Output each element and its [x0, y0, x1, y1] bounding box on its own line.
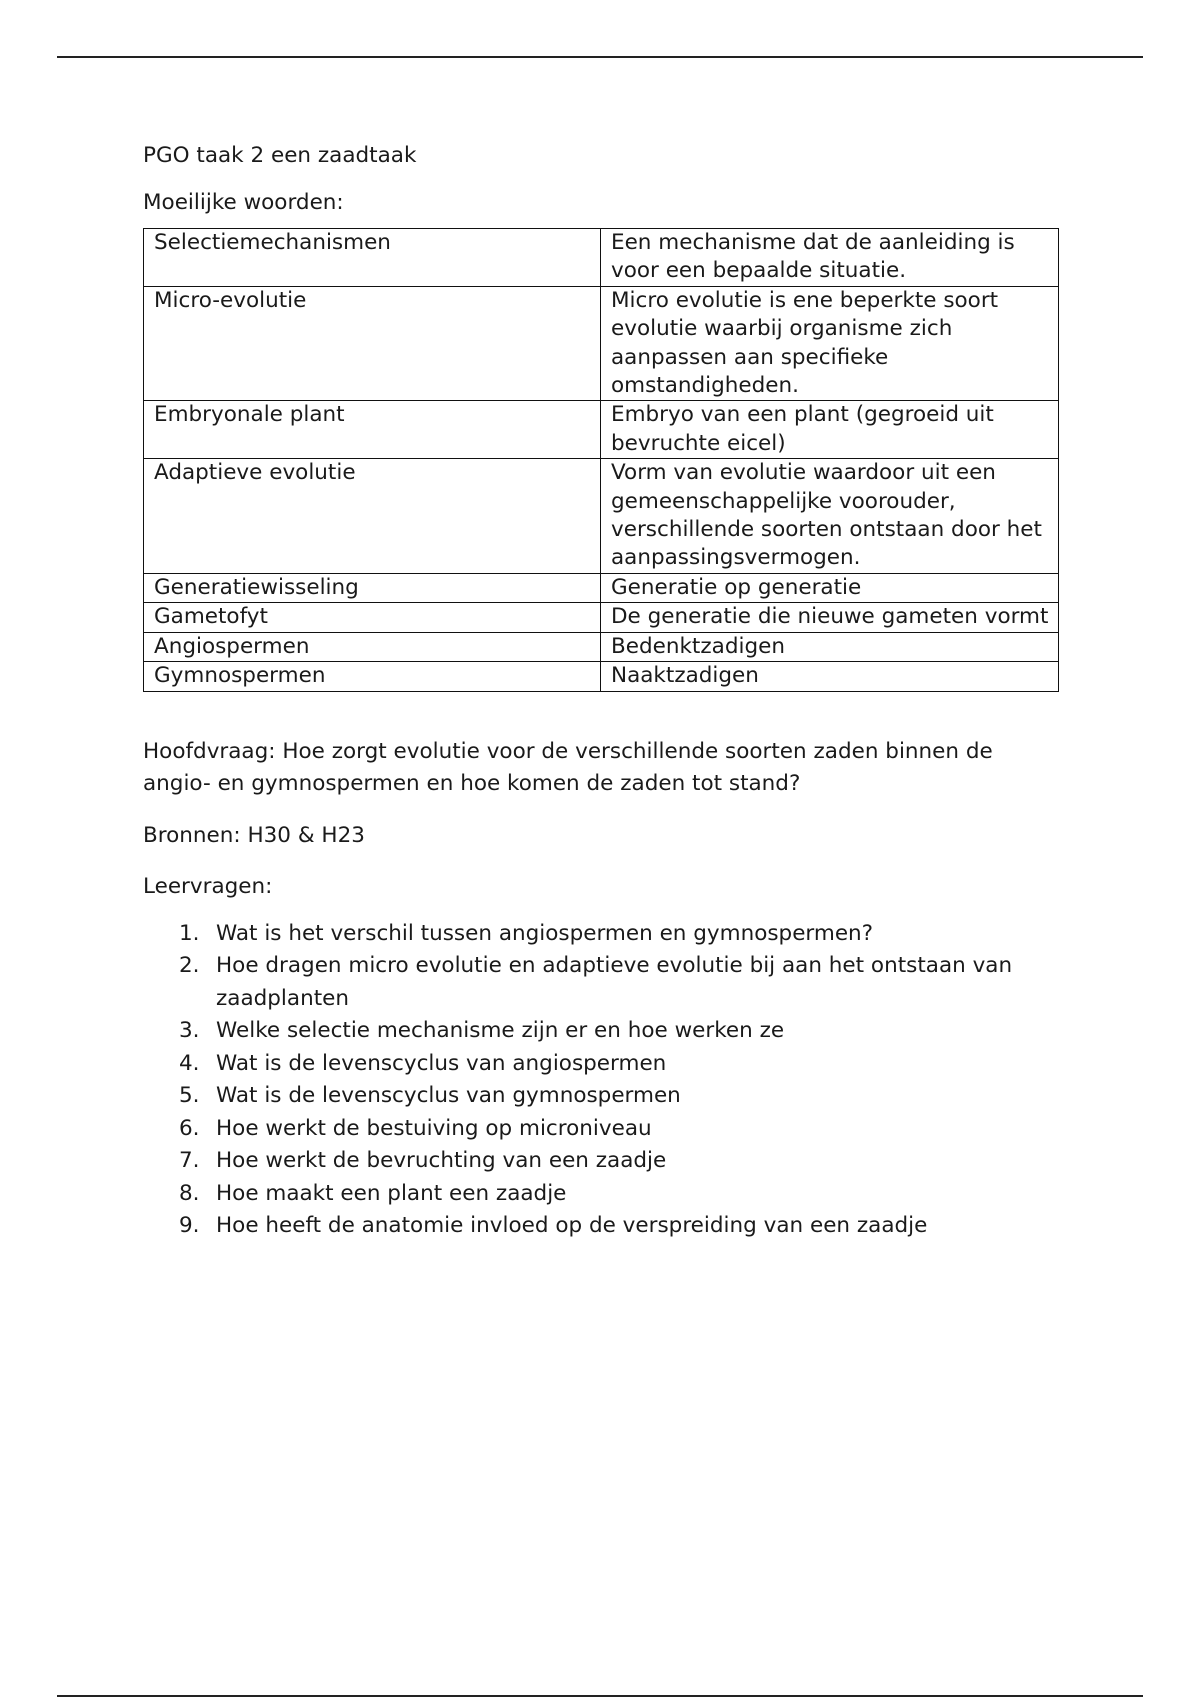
definition-cell: De generatie die nieuwe gameten vormt	[601, 603, 1059, 632]
table-row	[144, 229, 1059, 287]
main-question: Hoofdvraag: Hoe zorgt evolutie voor de verschillende soorten zaden binnen de angio- en gymnospermen en hoe komen de zaden tot stand?	[143, 738, 993, 796]
list-text: Hoe dragen micro evolutie en adaptieve evolutie bij aan het ontstaan van zaadplanten	[216, 953, 1013, 1011]
list-number: 9.	[179, 1213, 200, 1238]
list-item	[143, 1048, 1058, 1081]
definition-cell: Een mechanisme dat de aanleiding is voor een bepaalde situatie.	[601, 229, 1059, 287]
list-item	[143, 1145, 1058, 1178]
table-row	[144, 286, 1059, 401]
term-cell: Gymnospermen	[144, 662, 601, 691]
header-rule	[57, 56, 1143, 58]
table-row	[144, 459, 1059, 574]
list-number: 3.	[179, 1018, 200, 1043]
definition-cell: Embryo van een plant (gegroeid uit bevruchte eicel)	[601, 401, 1059, 459]
list-number: 6.	[179, 1115, 200, 1141]
list-number: 5.	[179, 1083, 200, 1108]
list-item	[143, 950, 1058, 1015]
list-text: Wat is de levenscyclus van gymnospermen	[216, 1083, 681, 1108]
term-cell: Embryonale plant	[144, 401, 601, 459]
questions-list	[143, 918, 1058, 1243]
questions-heading: Leervragen:	[143, 873, 273, 899]
list-item	[143, 1080, 1058, 1113]
document-body	[143, 140, 1058, 1243]
words-table	[143, 228, 1059, 692]
term-cell: Micro-evolutie	[144, 286, 601, 401]
table-row	[144, 401, 1059, 459]
term-cell: Gametofyt	[144, 603, 601, 632]
list-text: Hoe heeft de anatomie invloed op de verspreiding van een zaadje	[216, 1213, 928, 1238]
table-row	[144, 632, 1059, 661]
definition-cell: Vorm van evolutie waardoor uit een gemeenschappelijke voorouder, verschillende soorten ontstaan door het aanpassingsvermogen.	[601, 459, 1059, 574]
list-number: 7.	[179, 1148, 200, 1173]
list-number: 8.	[179, 1180, 200, 1206]
list-item	[143, 918, 1058, 951]
table-row	[144, 573, 1059, 602]
term-cell: Angiospermen	[144, 632, 601, 661]
list-text: Welke selectie mechanisme zijn er en hoe werken ze	[216, 1018, 785, 1043]
footer-rule	[57, 1695, 1143, 1697]
words-heading: Moeilijke woorden:	[143, 190, 344, 215]
definition-cell: Naaktzadigen	[601, 662, 1059, 691]
list-item	[143, 1178, 1058, 1211]
table-row	[144, 662, 1059, 691]
list-item	[143, 1113, 1058, 1146]
sources-line: Bronnen: H30 & H23	[143, 822, 365, 848]
list-number: 2.	[179, 953, 200, 978]
list-item	[143, 1210, 1058, 1243]
term-cell: Generatiewisseling	[144, 573, 601, 602]
list-text: Hoe werkt de bestuiving op microniveau	[216, 1115, 652, 1141]
list-text: Hoe werkt de bevruchting van een zaadje	[216, 1148, 667, 1173]
definition-cell: Micro evolutie is ene beperkte soort evolutie waarbij organisme zich aanpassen aan specifieke omstandigheden.	[601, 286, 1059, 401]
document-title: PGO taak 2 een zaadtaak	[143, 143, 417, 168]
definition-cell: Bedenktzadigen	[601, 632, 1059, 661]
list-text: Wat is het verschil tussen angiospermen en gymnospermen?	[216, 920, 874, 946]
list-number: 4.	[179, 1050, 200, 1076]
list-text: Hoe maakt een plant een zaadje	[216, 1180, 567, 1206]
table-row	[144, 603, 1059, 632]
list-number: 1.	[179, 920, 200, 946]
list-text: Wat is de levenscyclus van angiospermen	[216, 1050, 667, 1076]
definition-cell: Generatie op generatie	[601, 573, 1059, 602]
list-item	[143, 1015, 1058, 1048]
term-cell: Adaptieve evolutie	[144, 459, 601, 574]
term-cell: Selectiemechanismen	[144, 229, 601, 287]
